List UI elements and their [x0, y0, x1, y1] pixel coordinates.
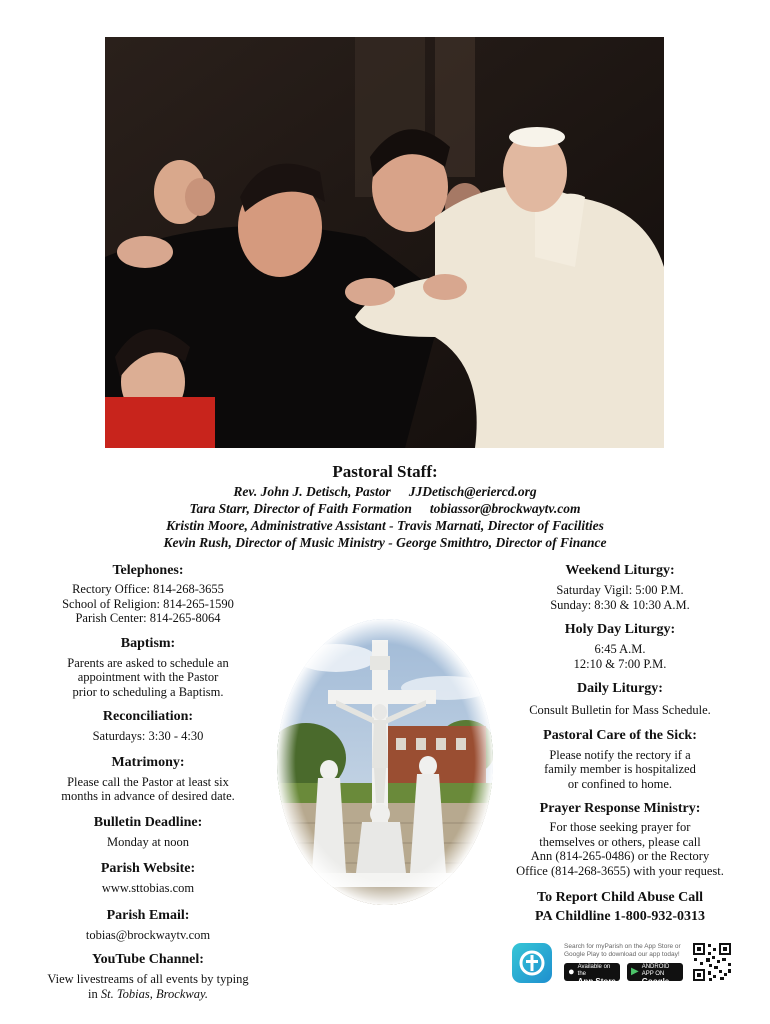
child-abuse-title: To Report Child Abuse Call: [537, 890, 703, 905]
youtube-title: YouTube Channel:: [92, 952, 204, 967]
school-phone: School of Religion: 814-265-1590: [62, 596, 234, 611]
pastoral-care-line: Please notify the rectory if a: [549, 747, 691, 762]
prayer-ministry-line: For those seeking prayer for: [549, 820, 691, 834]
youtube-line-prefix: in: [88, 986, 98, 1001]
pastoral-staff-title: Pastoral Staff:: [332, 462, 438, 481]
staff-line-pastor: [0, 484, 770, 500]
app-promo-line: Google Play to download our app today!: [564, 951, 680, 958]
reconciliation-title: Reconciliation:: [102, 709, 194, 724]
youtube-line: View livestreams of all events by typing: [47, 972, 249, 986]
saturday-vigil-time: Saturday Vigil: 5:00 P.M.: [556, 583, 684, 597]
youtube-body: [30, 972, 266, 1001]
sunday-times: Sunday: 8:30 & 10:30 A.M.: [550, 597, 690, 612]
left-info-column: [30, 562, 266, 1001]
pastor-name: Rev. John J. Detisch, Pastor: [233, 484, 391, 499]
app-promo-line: Search for myParish on the App Store or: [564, 943, 681, 950]
app-promo: [512, 941, 742, 995]
baptism-title: Baptism:: [120, 635, 176, 651]
holy-day-liturgy-body: [500, 642, 740, 671]
email-title: Parish Email:: [106, 907, 190, 923]
pastoral-care-body: [500, 748, 740, 792]
telephones-body: [30, 582, 266, 626]
baptism-line: appointment with the Pastor: [77, 670, 219, 684]
prayer-ministry-body: [500, 820, 740, 878]
holy-day-time: 6:45 A.M.: [594, 642, 646, 656]
faith-formation-email[interactable]: tobiassor@brockwaytv.com: [429, 501, 581, 516]
daily-liturgy-body: Consult Bulletin for Mass Schedule.: [529, 703, 711, 717]
qr-code-icon[interactable]: [692, 942, 732, 982]
pastoral-care-line: or confined to home.: [567, 776, 673, 791]
holy-day-liturgy-title: Holy Day Liturgy:: [564, 622, 676, 637]
childline-phone: PA Childline 1-800-932-0313: [534, 909, 706, 924]
parish-center-phone: Parish Center: 814-265-8064: [75, 611, 221, 625]
weekend-liturgy-title: Weekend Liturgy:: [565, 563, 675, 578]
myparish-app-icon[interactable]: [512, 943, 552, 983]
app-store-button[interactable]: [564, 963, 620, 986]
apple-icon: ●: [568, 966, 575, 978]
baptism-body: [30, 656, 266, 700]
bulletin-body: Monday at noon: [107, 834, 189, 849]
google-play-label: Google play: [631, 977, 670, 995]
prayer-ministry-line: Office (814-268-3655) with your request.: [516, 863, 724, 878]
staff-line-admin-facilities: Kristin Moore, Administrative Assistant - Travis Marnati, Director of Facilities: [166, 518, 604, 533]
staff-line-faith-formation: [0, 501, 770, 517]
right-info-column: [500, 562, 740, 925]
app-promo-text: [564, 943, 686, 959]
google-play-button[interactable]: [627, 963, 683, 995]
google-play-small-label: ANDROID APP ON: [641, 964, 670, 977]
matrimony-line: Please call the Pastor at least six: [67, 774, 229, 789]
prayer-ministry-line: Ann (814-265-0486) or the Rectory: [530, 849, 710, 863]
pope-greeting-photo: [105, 37, 664, 448]
pastoral-care-line: family member is hospitalized: [544, 762, 696, 776]
rectory-phone: Rectory Office: 814-268-3655: [72, 582, 224, 596]
baptism-line: Parents are asked to schedule an: [67, 655, 229, 670]
faith-formation-name: Tara Starr, Director of Faith Formation: [189, 501, 412, 516]
matrimony-line: months in advance of desired date.: [61, 789, 235, 803]
pastor-email[interactable]: JJDetisch@eriercd.org: [408, 484, 537, 499]
holy-day-time: 12:10 & 7:00 P.M.: [573, 656, 667, 671]
youtube-search-term: St. Tobias, Brockway.: [100, 986, 208, 1001]
google-play-icon: ▶: [631, 966, 639, 977]
staff-line-music-finance: Kevin Rush, Director of Music Ministry - George Smithtro, Director of Finance: [163, 535, 607, 550]
prayer-ministry-line: themselves or others, please call: [539, 834, 701, 849]
daily-liturgy-title: Daily Liturgy:: [577, 681, 663, 696]
telephones-title: Telephones:: [112, 563, 184, 578]
website-link[interactable]: www.sttobias.com: [101, 881, 195, 895]
reconciliation-body: Saturdays: 3:30 - 4:30: [92, 729, 204, 743]
email-link[interactable]: tobias@brockwaytv.com: [85, 927, 211, 942]
weekend-liturgy-body: [500, 583, 740, 612]
pastoral-care-title: Pastoral Care of the Sick:: [543, 727, 697, 743]
crucifix-statue-image: [276, 618, 494, 906]
matrimony-body: [30, 775, 266, 804]
app-store-small-label: Available on the: [577, 964, 611, 977]
prayer-ministry-title: Prayer Response Ministry:: [539, 801, 701, 816]
website-title: Parish Website:: [100, 861, 196, 876]
baptism-line: prior to scheduling a Baptism.: [72, 684, 224, 699]
matrimony-title: Matrimony:: [111, 754, 185, 770]
app-store-label: App Store: [577, 977, 616, 986]
bulletin-title: Bulletin Deadline:: [93, 814, 203, 830]
